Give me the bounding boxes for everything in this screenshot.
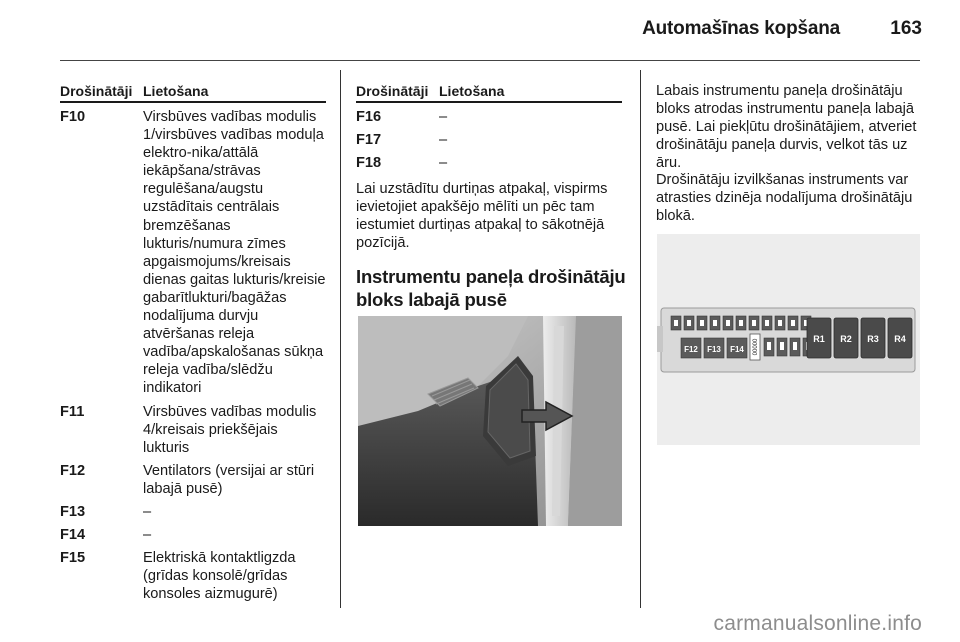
fuse-usage: Elektriskā kontaktligzda (grīdas konsolē/grīdas konsoles aizmugurē) — [143, 550, 296, 603]
fuse-id: F18 — [356, 155, 382, 172]
relay-label-r3: R3 — [867, 334, 879, 344]
header-rule — [60, 60, 920, 61]
table-row — [60, 526, 326, 544]
page-number: 163 — [890, 18, 922, 39]
reinstall-paragraph: Lai uzstādītu durtiņas atpakaļ, vispirms ievietojiet apakšējo mēlīti un pēc tam iestumiet durtiņas atpakaļ to sākotnējā pozīcijā. — [356, 181, 608, 252]
fuse-id: F14 — [60, 527, 86, 544]
dashboard-illustration — [358, 316, 622, 526]
fuse-label-f14: F14 — [730, 345, 744, 354]
column-divider-left — [340, 70, 341, 608]
table-row — [356, 108, 622, 126]
relay-label-r1: R1 — [813, 334, 825, 344]
vertical-fuse-label: 00000 — [753, 338, 759, 356]
col-header-fuse: Drošinātāji — [356, 83, 429, 99]
col-header-usage: Lietošana — [143, 83, 209, 99]
table-row — [60, 503, 326, 521]
relay-label-r2: R2 — [840, 334, 852, 344]
fuse-id: F15 — [60, 550, 86, 567]
relay-label-r4: R4 — [894, 334, 906, 344]
fuse-usage: Virsbūves vadības modulis 4/kreisais priekšējais lukturis — [143, 403, 317, 456]
table-row — [60, 403, 326, 457]
table-row — [60, 108, 326, 398]
fuse-id: F17 — [356, 132, 382, 149]
fuse-usage: – — [143, 527, 152, 544]
fuse-id: F12 — [60, 462, 86, 479]
fuse-usage: – — [439, 155, 448, 172]
table-row — [356, 154, 622, 172]
header-title: Automašīnas kopšana — [642, 18, 840, 39]
fuse-usage: – — [439, 132, 448, 149]
fuse-label-f12: F12 — [684, 345, 698, 354]
fuse-usage: Ventilators (versijai ar stūri labajā pusē) — [143, 462, 315, 497]
extractor-tool-paragraph: Drošinātāju izvilkšanas instruments var atrasties dzinēja nodalījuma drošinātāju blokā. — [656, 172, 913, 225]
col-header-usage: Lietošana — [439, 83, 505, 99]
fuse-id: F10 — [60, 109, 86, 125]
column-divider-right — [640, 70, 641, 608]
fuse-id: F16 — [356, 109, 382, 125]
fuse-table-middle — [356, 82, 622, 172]
dashboard-photo — [358, 316, 622, 526]
watermark: carmanualsonline.info — [713, 612, 922, 635]
table-row — [356, 131, 622, 149]
fusebox-illustration — [657, 234, 920, 445]
fuse-id: F11 — [60, 403, 85, 420]
col-header-fuse: Drošinātāji — [60, 83, 133, 99]
fuse-table-left — [60, 82, 326, 603]
fusebox-location-paragraph: Labais instrumentu paneļa drošinātāju bloks atrodas instrumentu paneļa labajā pusē. Lai piekļūtu drošinātājiem, atveriet drošinātāju paneļa durvis, velkot tās uz āru. — [656, 83, 917, 172]
section-heading: Instrumentu paneļa drošinātāju bloks labajā pusē — [356, 266, 626, 310]
fusebox-diagram — [657, 234, 920, 445]
table-header — [60, 82, 326, 103]
fuse-id: F13 — [60, 503, 86, 520]
table-row — [60, 462, 326, 498]
fuse-usage: – — [143, 503, 152, 520]
fuse-usage: – — [439, 109, 448, 125]
table-row — [60, 549, 326, 603]
fuse-usage: Virsbūves vadības modulis 1/virsbūves vadības moduļa elektro-nika/attālā iekāpšana/strāvas regulēšana/augstu uzstādītais centrālais bremzēšanas lukturis/numura zīmes apgaismojums/kreisais dienas gaitas lukturis/kreisie gabarītlukturi/bagāžas nodalījuma durvju atvēršanas releja vadība/apskalošanas sūkņa releja vadība/slēdžu indikatori — [143, 109, 326, 397]
fuse-label-f13: F13 — [707, 345, 721, 354]
table-header — [356, 82, 622, 103]
